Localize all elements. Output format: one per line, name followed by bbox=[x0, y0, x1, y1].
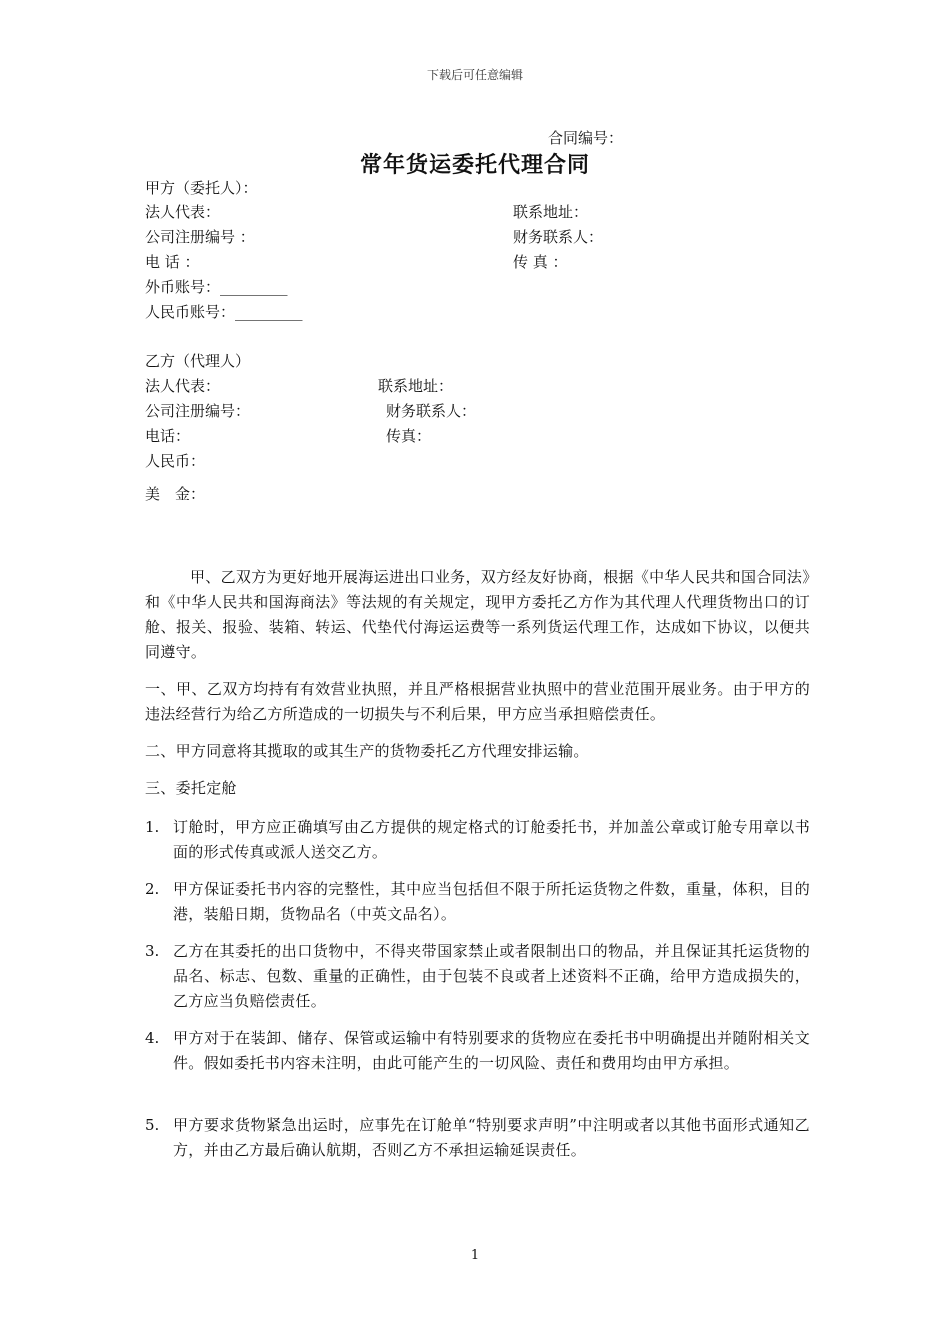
party-b-reg-no: 公司注册编号： bbox=[145, 402, 251, 420]
contract-number-label: 合同编号： bbox=[548, 129, 624, 147]
party-b-usd: 美 金： bbox=[145, 485, 206, 503]
party-a-heading: 甲方（委托人）： bbox=[145, 179, 258, 197]
list-item bbox=[145, 815, 810, 865]
clause-2: 二、甲方同意将其揽取的或其生产的货物委托乙方代理安排运输。 bbox=[145, 742, 589, 760]
party-a-fx-account: 外币账号：_________ bbox=[145, 278, 288, 296]
list-item bbox=[145, 877, 810, 927]
header-note: 下载后可任意编辑 bbox=[426, 68, 523, 82]
intro-paragraph: 甲、乙双方为更好地开展海运进出口业务，双方经友好协商，根据《中华人民共和国合同法》和《中华人民共和国海商法》等法规的有关规定，现甲方委托乙方作为其代理人代理货物出口的订舱、报关、报验、装箱、转运、代垫代付海运运费等一系列货运代理工作，达成如下协议，以便共同遵守。 bbox=[145, 568, 810, 661]
party-b-phone: 电话： bbox=[145, 427, 191, 445]
list-item bbox=[145, 939, 810, 1014]
list-item-text: 甲方要求货物紧急出运时，应事先在订舱单“特别要求声明”中注明或者以其他书面形式通知乙方，并由乙方最后确认航期，否则乙方不承担运输延误责任。 bbox=[173, 1116, 810, 1159]
list-item-text: 甲方对于在装卸、储存、保管或运输中有特别要求的货物应在委托书中明确提出并随附相关文件。假如委托书内容未注明，由此可能产生的一切风险、责任和费用均由甲方承担。 bbox=[173, 1029, 810, 1072]
party-a-rmb-account: 人民币账号：_________ bbox=[145, 303, 303, 321]
page-number: 1 bbox=[470, 1248, 480, 1263]
list-item-text: 订舱时，甲方应正确填写由乙方提供的规定格式的订舱委托书，并加盖公章或订舱专用章以书面的形式传真或派人送交乙方。 bbox=[173, 818, 810, 861]
list-item-number: 5. bbox=[145, 1116, 160, 1134]
party-b-fax: 传真： bbox=[386, 427, 432, 445]
party-b-contact-address: 联系地址： bbox=[378, 377, 454, 395]
list-item-number: 3. bbox=[145, 942, 160, 960]
party-a-reg-no: 公司注册编号 ： bbox=[145, 228, 255, 246]
document-title: 常年货运委托代理合同 bbox=[359, 152, 590, 178]
list-item bbox=[145, 1113, 810, 1163]
party-a-fax: 传 真 ： bbox=[513, 253, 568, 271]
party-a-contact-address: 联系地址： bbox=[513, 203, 589, 221]
list-item bbox=[145, 1026, 810, 1076]
party-b-legal-rep: 法人代表： bbox=[145, 377, 221, 395]
party-b-heading: 乙方（代理人） bbox=[145, 352, 251, 370]
list-item-number: 1. bbox=[145, 818, 160, 836]
list-item-text: 甲方保证委托书内容的完整性，其中应当包括但不限于所托运货物之件数，重量，体积，目的港，装船日期，货物品名（中英文品名）。 bbox=[173, 880, 810, 923]
party-a-legal-rep: 法人代表： bbox=[145, 203, 221, 221]
party-a-phone: 电 话 ： bbox=[145, 253, 200, 271]
party-a-finance-contact: 财务联系人： bbox=[513, 228, 604, 246]
clause-3-heading: 三、委托定舱 bbox=[145, 779, 237, 797]
clause-1: 一、甲、乙双方均持有有效营业执照，并且严格根据营业执照中的营业范围开展业务。由于甲方的违法经营行为给乙方所造成的一切损失与不利后果，甲方应当承担赔偿责任。 bbox=[145, 680, 810, 723]
list-item-number: 2. bbox=[145, 880, 160, 898]
party-b-finance-contact: 财务联系人： bbox=[386, 402, 477, 420]
party-b-rmb: 人民币： bbox=[145, 452, 206, 470]
list-item-number: 4. bbox=[145, 1029, 160, 1047]
list-item-text: 乙方在其委托的出口货物中，不得夹带国家禁止或者限制出口的物品，并且保证其托运货物的品名、标志、包数、重量的正确性，由于包装不良或者上述资料不正确，给甲方造成损失的，乙方应当负赔偿责任。 bbox=[173, 942, 810, 1010]
